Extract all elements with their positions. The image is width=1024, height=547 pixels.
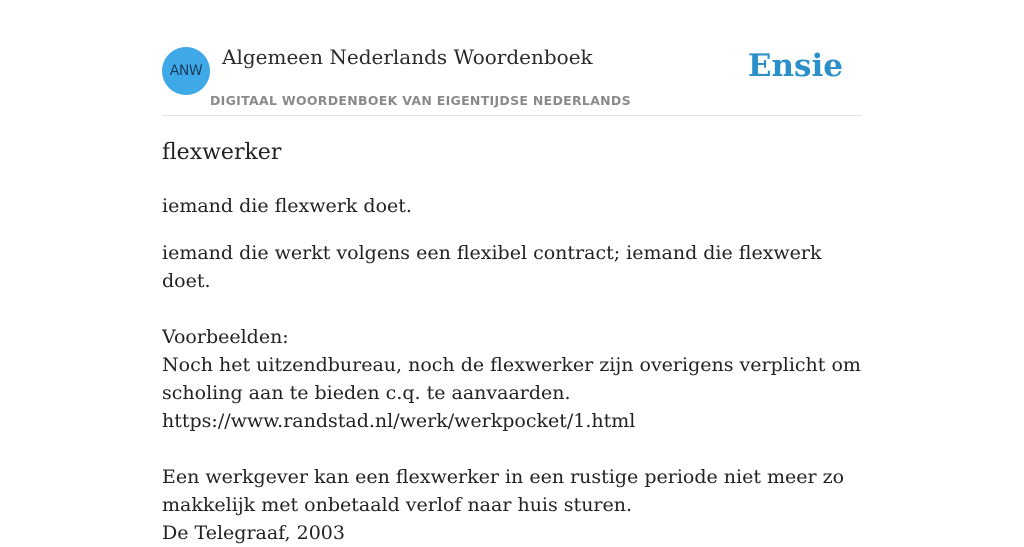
- example-source: De Telegraaf, 2003: [162, 522, 345, 544]
- anw-logo[interactable]: [162, 47, 210, 95]
- definition: iemand die werkt volgens een flexibel contract; iemand die flexwerk doet.: [162, 242, 822, 292]
- entry-headword: flexwerker: [162, 140, 282, 165]
- logo-text: ANW: [169, 63, 203, 79]
- site-title[interactable]: Algemeen Nederlands Woordenboek: [222, 45, 593, 69]
- example-text: Noch het uitzendbureau, noch de flexwerker zijn overigens verplicht om scholing aan te bieden c.q. te aanvaarden.: [162, 354, 861, 404]
- spacer: [162, 295, 862, 323]
- example-source: https://www.randstad.nl/werk/werkpocket/1.html: [162, 410, 636, 432]
- example-text: Een werkgever kan een flexwerker in een rustige periode niet meer zo makkelijk met onbetaald verlof naar huis sturen.: [162, 466, 845, 516]
- ensie-brand-logo[interactable]: Ensie: [747, 48, 843, 84]
- entry-body: [162, 239, 862, 547]
- site-header: [162, 0, 862, 116]
- site-subtitle: DIGITAAL WOORDENBOEK VAN EIGENTIJDSE NEDERLANDS: [210, 93, 631, 108]
- short-definition: iemand die flexwerk doet.: [162, 195, 412, 217]
- spacer: [162, 435, 862, 463]
- page: [162, 0, 862, 544]
- examples-label: Voorbeelden:: [162, 326, 289, 348]
